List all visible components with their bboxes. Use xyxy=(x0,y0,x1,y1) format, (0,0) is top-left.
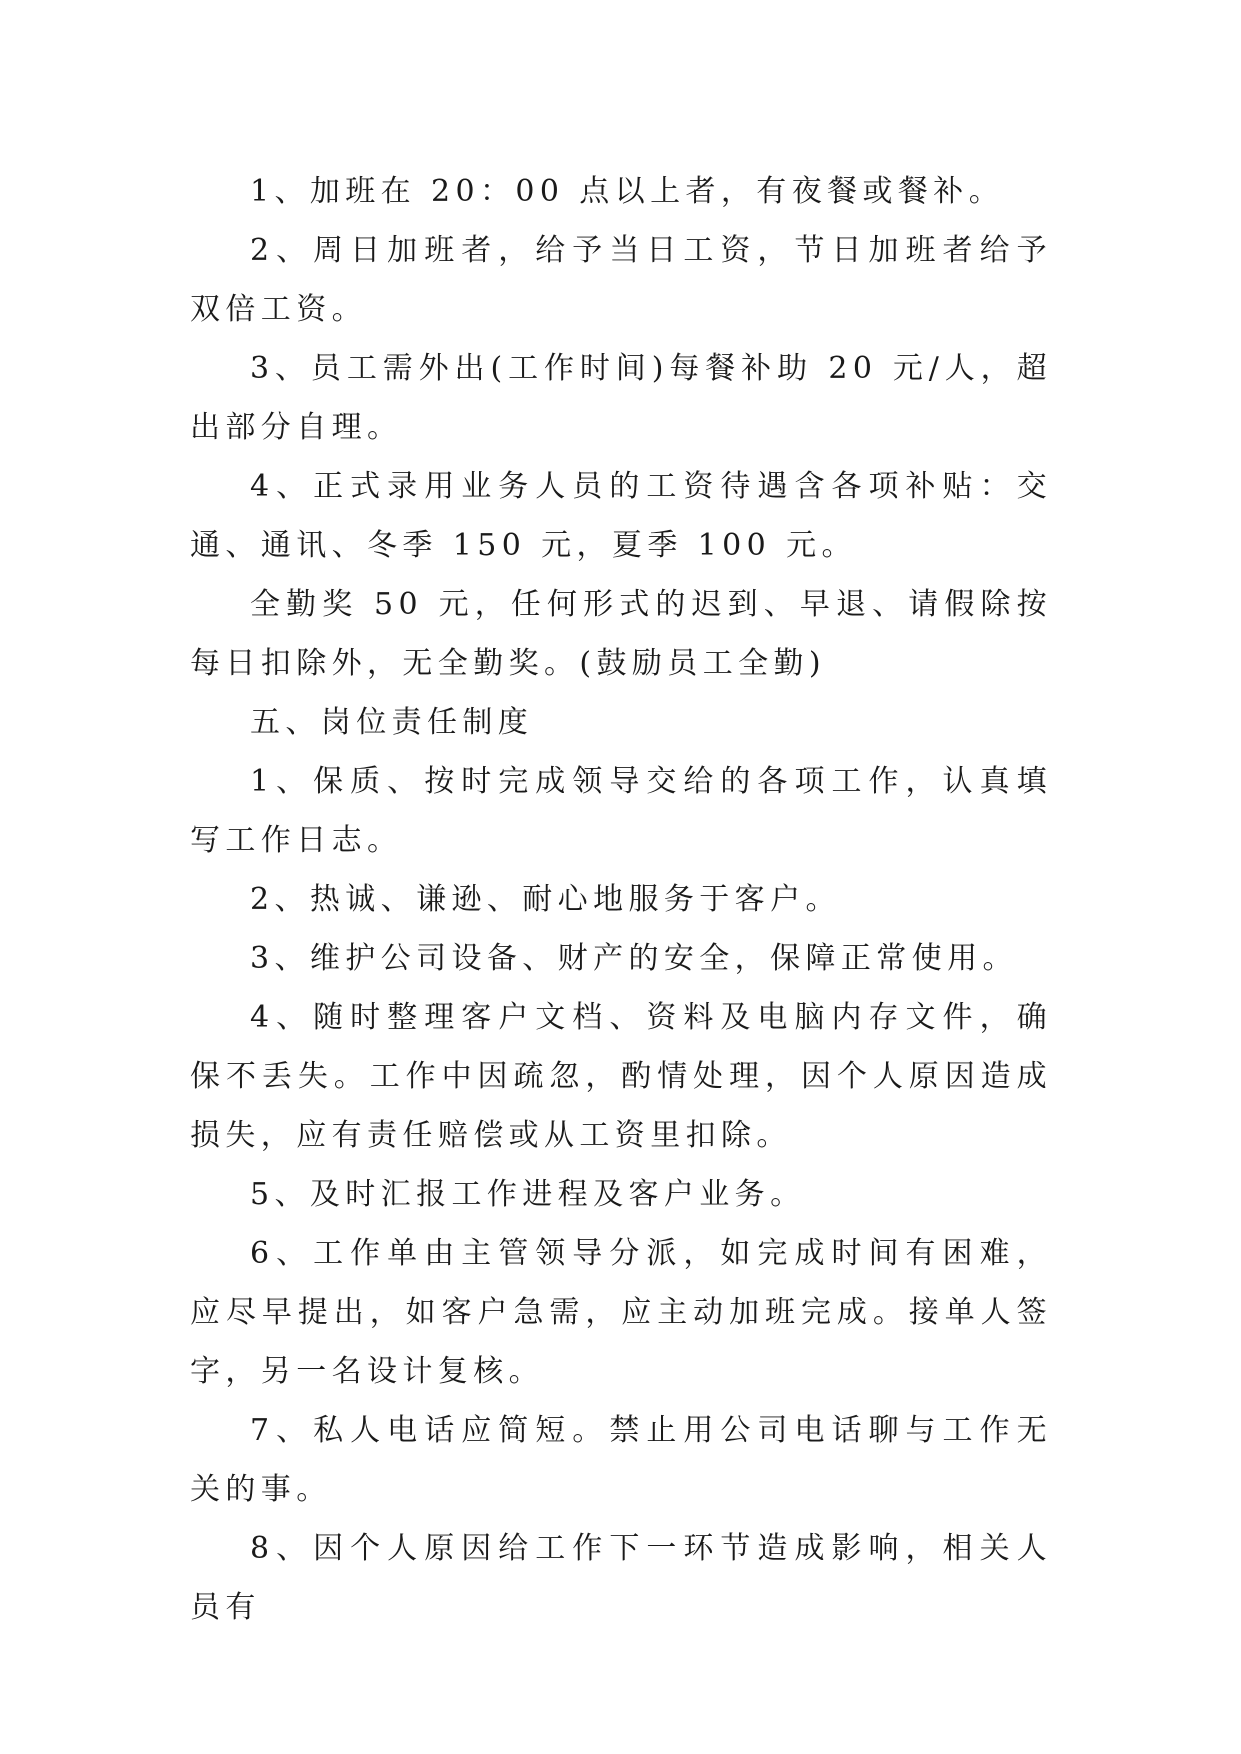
document-body xyxy=(190,162,1052,1637)
paragraph-outing-meal-allowance: 3、员工需外出(工作时间)每餐补助 20 元/人，超出部分自理。 xyxy=(190,351,1052,445)
paragraph-duty-4: 4、随时整理客户文档、资料及电脑内存文件，确保不丢失。工作中因疏忽，酌情处理，因个人原因造成损失，应有责任赔偿或从工资里扣除。 xyxy=(190,1000,1052,1153)
paragraph-duty-5: 5、及时汇报工作进程及客户业务。 xyxy=(250,1177,806,1212)
paragraph-attendance-bonus: 全勤奖 50 元，任何形式的迟到、早退、请假除按每日扣除外，无全勤奖。(鼓励员工全勤) xyxy=(190,587,1052,681)
section-heading-job-responsibility: 五、岗位责任制度 xyxy=(250,705,534,740)
paragraph-holiday-overtime: 2、周日加班者，给予当日工资，节日加班者给予双倍工资。 xyxy=(190,233,1052,327)
paragraph-duty-2: 2、热诚、谦逊、耐心地服务于客户。 xyxy=(250,882,841,917)
paragraph-duty-1: 1、保质、按时完成领导交给的各项工作，认真填写工作日志。 xyxy=(190,764,1052,858)
paragraph-duty-6: 6、工作单由主管领导分派，如完成时间有困难，应尽早提出，如客户急需，应主动加班完成。接单人签字，另一名设计复核。 xyxy=(190,1236,1052,1389)
paragraph-overtime-meal: 1、加班在 20：00 点以上者，有夜餐或餐补。 xyxy=(250,174,1005,209)
paragraph-duty-7: 7、私人电话应简短。禁止用公司电话聊与工作无关的事。 xyxy=(190,1413,1052,1507)
paragraph-salary-subsidies: 4、正式录用业务人员的工资待遇含各项补贴：交通、通讯、冬季 150 元，夏季 100 元。 xyxy=(190,469,1052,563)
paragraph-duty-8: 8、因个人原因给工作下一环节造成影响，相关人员有 xyxy=(190,1531,1052,1625)
paragraph-duty-3: 3、维护公司设备、财产的安全，保障正常使用。 xyxy=(250,941,1018,976)
